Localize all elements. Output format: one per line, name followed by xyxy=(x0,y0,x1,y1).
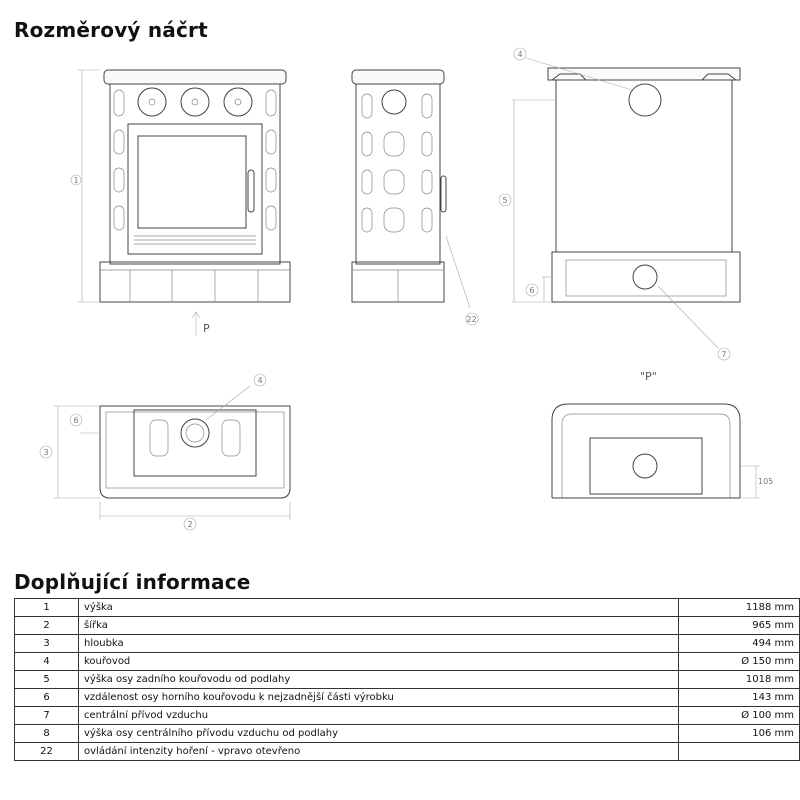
callout-2: 2 xyxy=(187,520,193,529)
info-table xyxy=(14,598,800,761)
callout-105: 105 xyxy=(758,477,774,486)
callout-3: 3 xyxy=(43,448,49,457)
row-number: 2 xyxy=(15,617,79,635)
row-number: 7 xyxy=(15,707,79,725)
view-p-label: "P" xyxy=(640,370,657,383)
row-number: 4 xyxy=(15,653,79,671)
callout-6-rear: 6 xyxy=(529,286,535,295)
row-value: 143 mm xyxy=(679,689,800,707)
row-label: ovládání intenzity hoření - vpravo otevřeno xyxy=(79,743,679,761)
row-number: 1 xyxy=(15,599,79,617)
callout-4-rear: 4 xyxy=(517,50,523,59)
row-number: 6 xyxy=(15,689,79,707)
table-row xyxy=(15,743,800,761)
view-p xyxy=(552,370,773,498)
callout-4-top: 4 xyxy=(257,376,263,385)
row-label: výška osy centrálního přívodu vzduchu od podlahy xyxy=(79,725,679,743)
row-label: výška osy zadního kouřovodu od podlahy xyxy=(79,671,679,689)
top-view xyxy=(40,374,290,530)
table-row xyxy=(15,599,800,617)
rear-view xyxy=(499,48,740,360)
callout-22: 22 xyxy=(466,315,477,324)
row-label: vzdálenost osy horního kouřovodu k nejzadnější části výrobku xyxy=(79,689,679,707)
front-arrow-label: P xyxy=(203,322,210,335)
row-label: centrální přívod vzduchu xyxy=(79,707,679,725)
table-row xyxy=(15,617,800,635)
dimension-drawing xyxy=(0,40,800,560)
table-row xyxy=(15,689,800,707)
row-value: 1188 mm xyxy=(679,599,800,617)
row-number: 22 xyxy=(15,743,79,761)
sketch-title: Rozměrový náčrt xyxy=(14,18,208,42)
table-row xyxy=(15,671,800,689)
callout-7: 7 xyxy=(721,350,727,359)
front-view xyxy=(71,70,290,336)
callout-6-top: 6 xyxy=(73,416,79,425)
row-value: 494 mm xyxy=(679,635,800,653)
row-label: výška xyxy=(79,599,679,617)
table-row xyxy=(15,707,800,725)
row-value: 965 mm xyxy=(679,617,800,635)
row-label: hloubka xyxy=(79,635,679,653)
table-row xyxy=(15,725,800,743)
row-label: šířka xyxy=(79,617,679,635)
info-title: Doplňující informace xyxy=(14,570,251,594)
table-row xyxy=(15,635,800,653)
row-label: kouřovod xyxy=(79,653,679,671)
row-number: 5 xyxy=(15,671,79,689)
row-value: 1018 mm xyxy=(679,671,800,689)
row-number: 8 xyxy=(15,725,79,743)
row-value xyxy=(679,743,800,761)
table-row xyxy=(15,653,800,671)
side-view xyxy=(352,70,478,325)
row-value: Ø 100 mm xyxy=(679,707,800,725)
callout-1: 1 xyxy=(73,176,79,185)
row-number: 3 xyxy=(15,635,79,653)
callout-5: 5 xyxy=(502,196,508,205)
row-value: Ø 150 mm xyxy=(679,653,800,671)
row-value: 106 mm xyxy=(679,725,800,743)
